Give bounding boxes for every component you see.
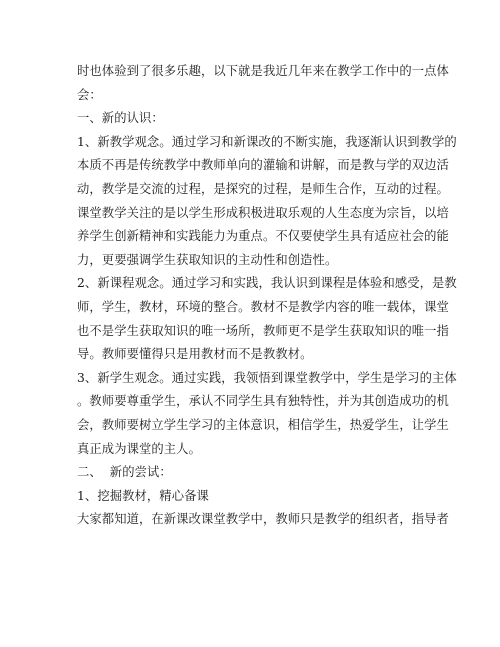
text-line: 师，学生，教材，环境的整合。教材不是教学内容的唯一载体，课堂: [77, 299, 449, 314]
section-heading: 一、新的认识：: [77, 111, 164, 126]
text-line: 2、新课程观念。通过学习和实践，我认识到课程是体验和感受，是教: [77, 276, 457, 291]
text-line: 本质不再是传统教学中教师单向的灌输和讲解，而是教与学的双边活: [77, 158, 449, 173]
text-line: 。教师要尊重学生，承认不同学生具有独特性，并为其创造成功的机: [77, 394, 449, 409]
text-line: 课堂教学关注的是以学生形成积极进取乐观的人生态度为宗旨，以培: [77, 205, 449, 220]
text-line: 会，教师要树立学生学习的主体意识，相信学生，热爱学生，让学生: [77, 417, 449, 432]
text-line: 真正成为课堂的主人。: [77, 441, 201, 456]
text-line: 1、新教学观念。通过学习和新课改的不断实施，我逐渐认识到教学的: [77, 134, 457, 149]
text-line: 动，教学是交流的过程，是探究的过程，是师生合作，互动的过程。: [77, 181, 449, 196]
text-line: 也不是学生获取知识的唯一场所，教师更不是学生获取知识的唯一指: [77, 323, 449, 338]
text-line: 大家都知道，在新课改课堂教学中，教师只是教学的组织者，指导者: [77, 512, 449, 527]
text-line: 力，更要强调学生获取知识的主动性和创造性。: [77, 252, 338, 267]
text-line: 会：: [77, 87, 102, 102]
text-line: 养学生创新精神和实践能力为重点。不仅要使学生具有适应社会的能: [77, 229, 449, 244]
section-heading: 二、 新的尝试：: [77, 465, 172, 480]
document-body: [77, 60, 457, 532]
subsection-heading: 1、挖掘教材，精心备课: [77, 488, 209, 503]
text-line: 导。教师要懂得只是用教材而不是教教材。: [77, 347, 313, 362]
text-line: 3、新学生观念。通过实践，我领悟到课堂教学中，学生是学习的主体: [77, 370, 457, 385]
text-line: 时也体验到了很多乐趣，以下就是我近几年来在教学工作中的一点体: [77, 64, 449, 78]
